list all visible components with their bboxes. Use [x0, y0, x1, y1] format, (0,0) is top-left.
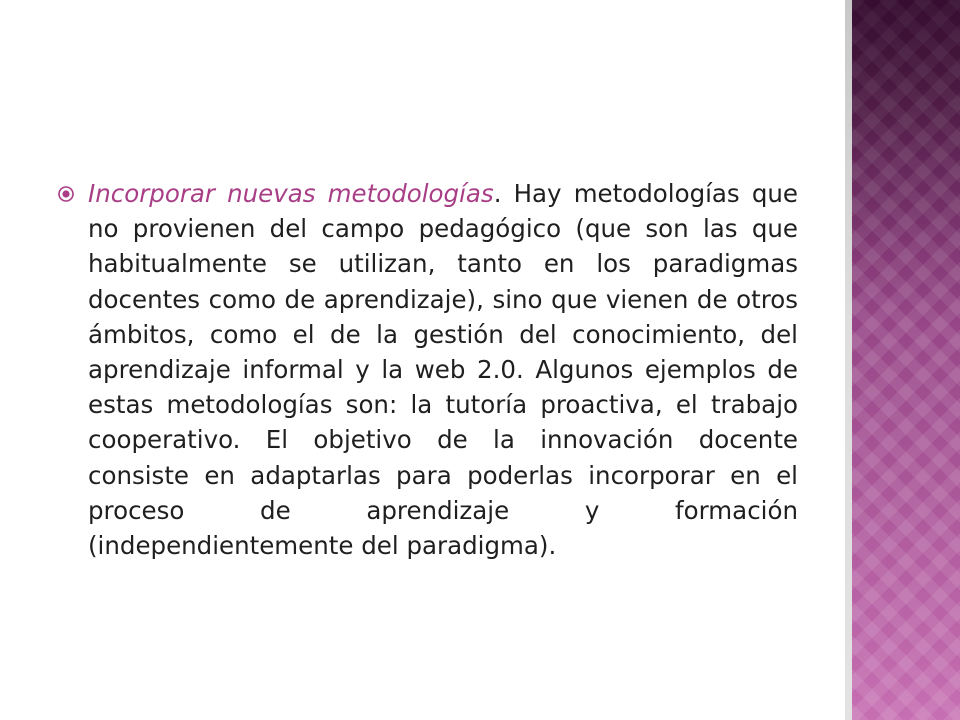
- slide-content: [56, 176, 798, 563]
- bullet-emphasis: Incorporar nuevas metodologías: [88, 179, 494, 208]
- bullet-paragraph: [88, 176, 798, 563]
- side-panel-edge: [845, 0, 852, 720]
- bullet-item: [56, 176, 798, 563]
- circled-dot-bullet-icon: [56, 184, 88, 204]
- bullet-body: . Hay metodologías que no provienen del campo pedagógico (que son las que habitualmente se utilizan, tanto en los paradigmas docentes como de aprendizaje), sino que vienen de otros ámbitos, como el de la gestión del conocimiento, del aprendizaje informal y la web 2.0. Algunos ejemplos de estas metodologías son: la tutoría proactiva, el trabajo cooperativo. El objetivo de la innovación docente consiste en adaptarlas para poderlas incorporar en el proceso de aprendizaje y formación (independientemente del paradigma).: [88, 179, 798, 561]
- decorative-side-panel: [852, 0, 960, 720]
